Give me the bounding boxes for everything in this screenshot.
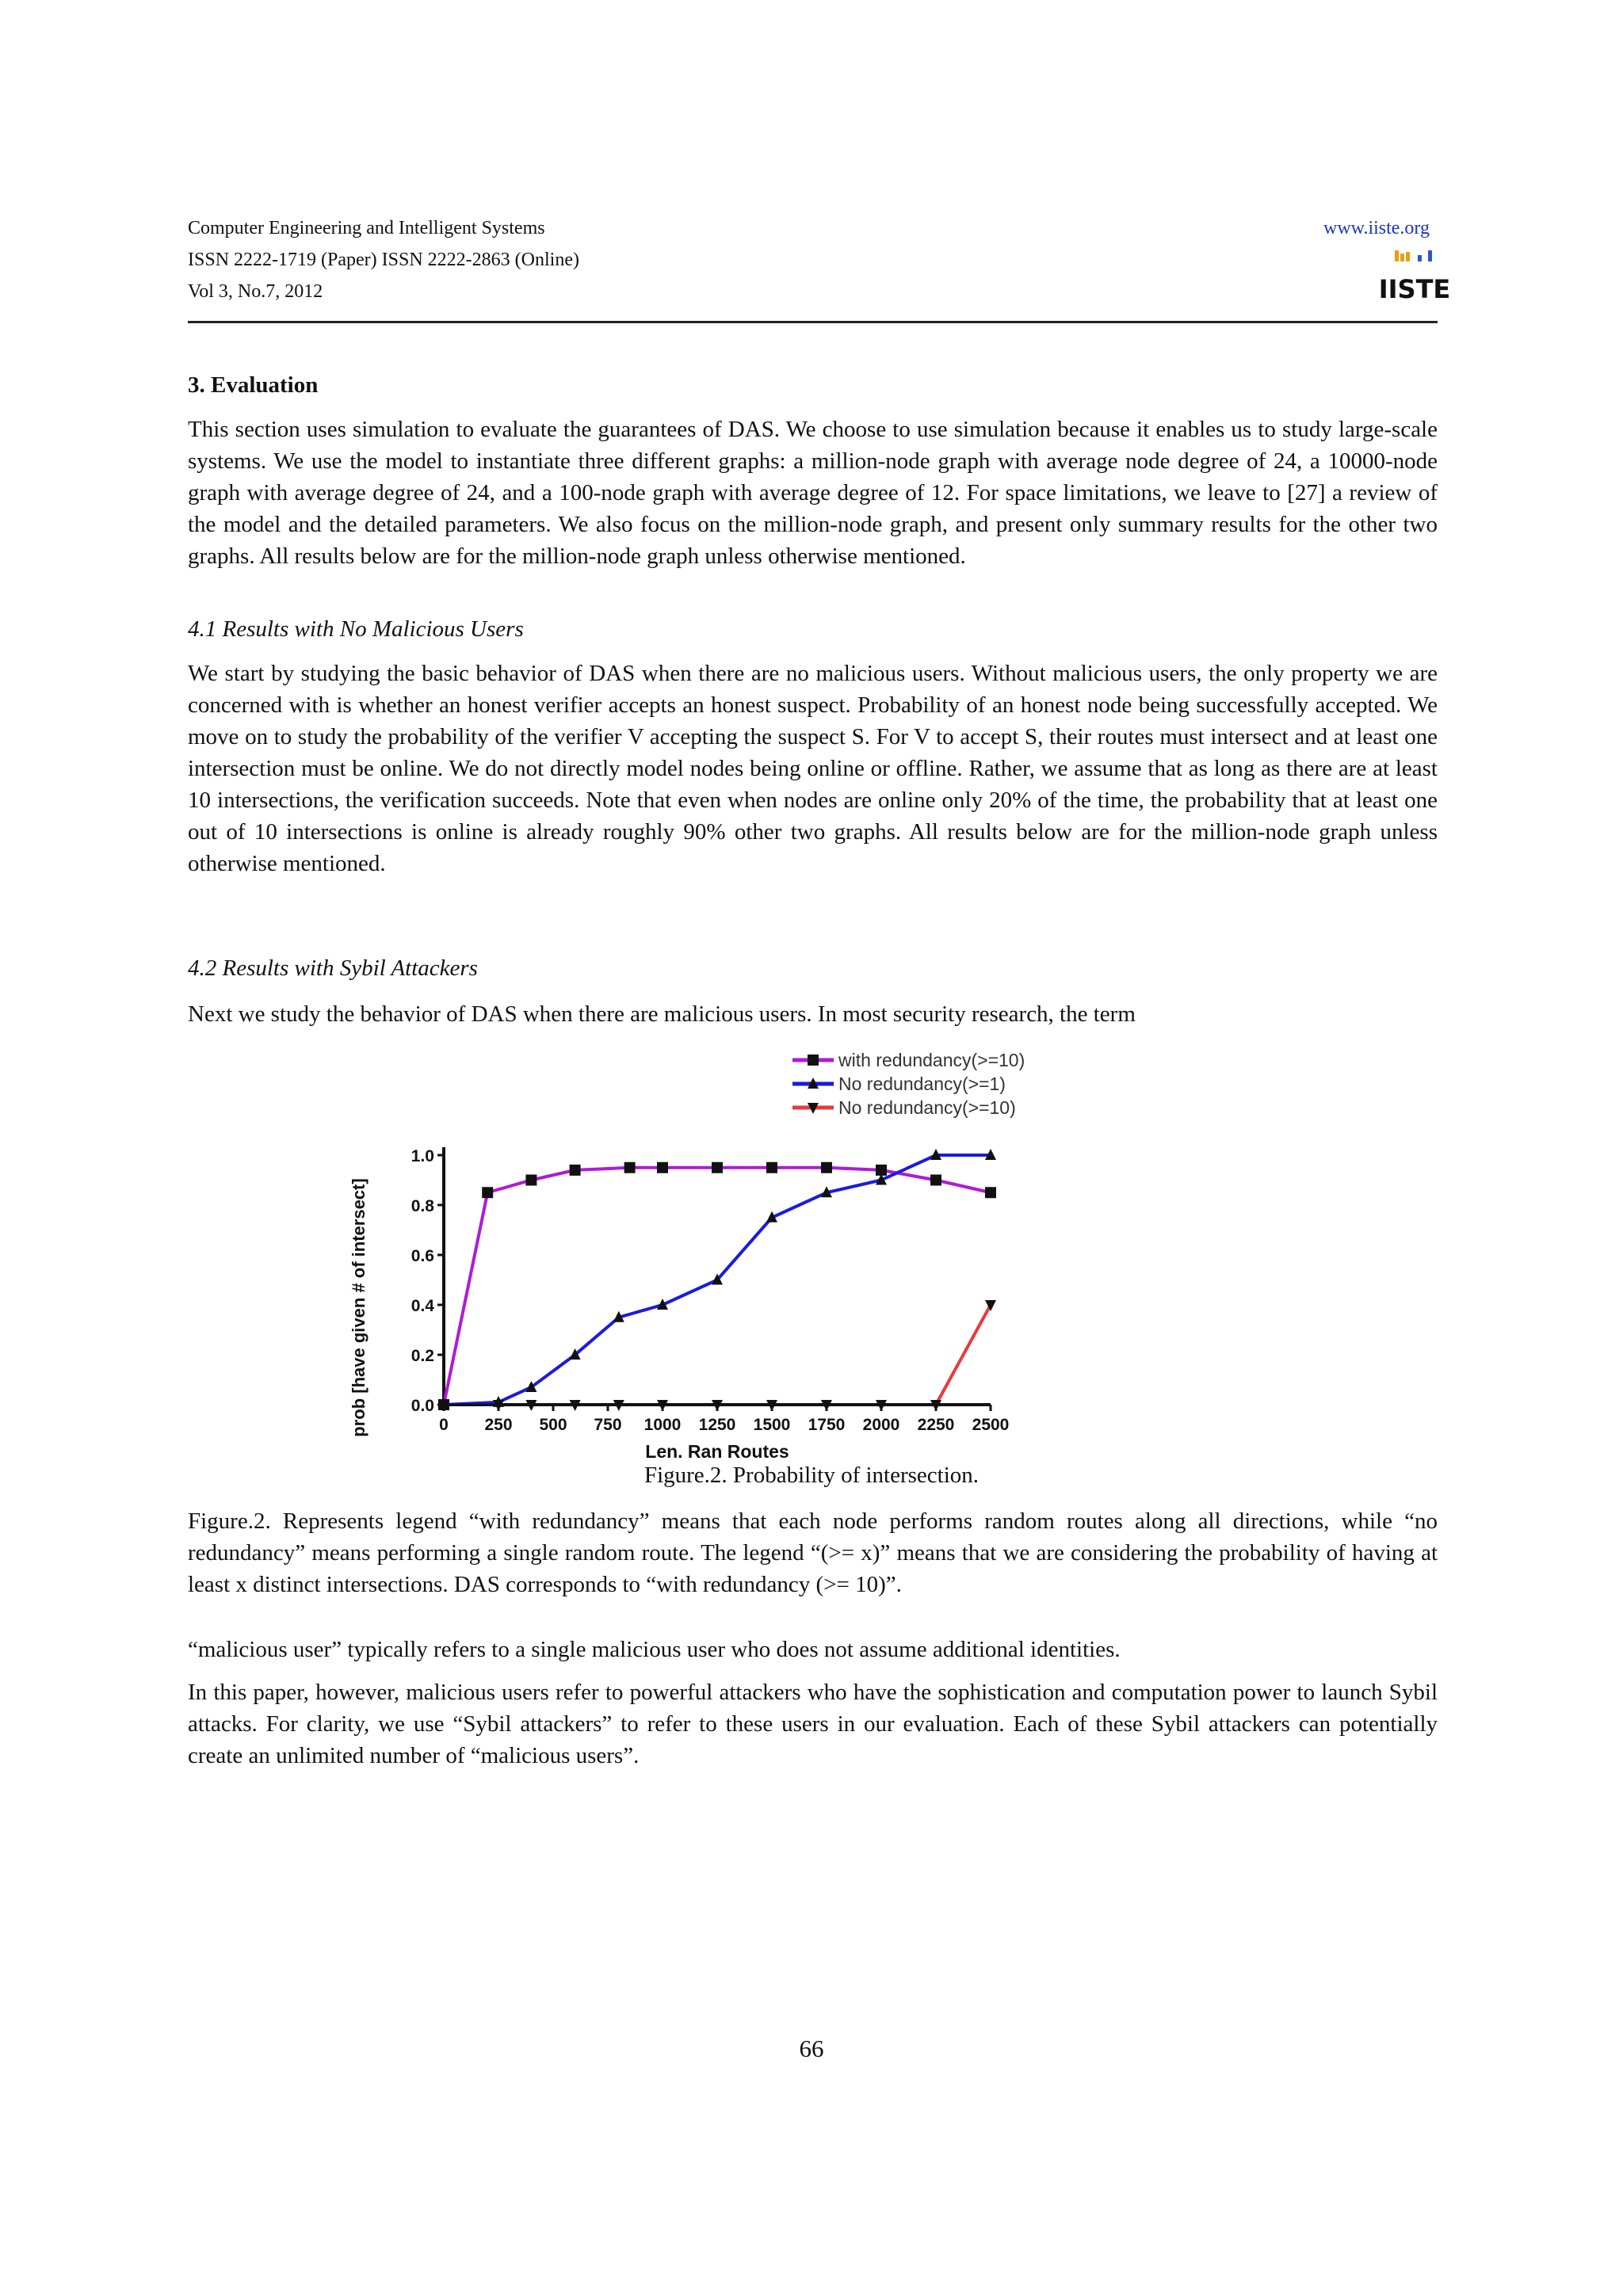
subsection-4-2-paragraph: Next we study the behavior of DAS when there are malicious users. In most security research, the term bbox=[188, 1001, 1136, 1027]
series-2 bbox=[438, 1300, 996, 1411]
x-tick-label: 2250 bbox=[917, 1416, 955, 1434]
x-tick-label: 250 bbox=[484, 1416, 513, 1434]
journal-name: Computer Engineering and Intelligent Systems bbox=[188, 218, 545, 238]
x-axis-label: Len. Ran Routes bbox=[645, 1441, 789, 1462]
page-number: 66 bbox=[799, 2035, 824, 2062]
y-tick-label: 0.0 bbox=[411, 1397, 434, 1415]
page-header bbox=[188, 212, 1451, 307]
header-rule bbox=[188, 321, 1438, 323]
x-tick-label: 2000 bbox=[862, 1416, 900, 1434]
y-tick-label: 0.4 bbox=[411, 1297, 434, 1315]
data-point-square bbox=[808, 1055, 819, 1066]
sybil-paragraph: In this paper, however, malicious users refer to powerful attackers who have the sophistication and computation power to launch Sybil attacks. For clarity, we use “Sybil attackers” to refer to these users in our evaluation. Each of these Sybil attackers can potentially create an unlimited number of “malicious users”. bbox=[188, 1680, 1438, 1768]
series-0 bbox=[438, 1162, 996, 1410]
volume-line: Vol 3, No.7, 2012 bbox=[188, 281, 323, 302]
legend-label: with redundancy(>=10) bbox=[838, 1050, 1025, 1070]
legend-label: No redundancy(>=10) bbox=[838, 1097, 1016, 1118]
subsection-title-4-2: 4.2 Results with Sybil Attackers bbox=[188, 955, 478, 981]
figure-description: Figure.2. Represents legend “with redundancy” means that each node performs random routes along all directions, while “no redundancy” means performing a single random route. The legend “(>= x)” means that we are considering the probability of having at least x distinct intersections. DAS corresponds to “with redundancy (>= 10)”. bbox=[188, 1508, 1438, 1597]
chart-series bbox=[438, 1149, 996, 1411]
data-point-square bbox=[624, 1162, 636, 1173]
data-point-square bbox=[712, 1162, 723, 1173]
series-1 bbox=[438, 1149, 996, 1409]
data-point-square bbox=[482, 1187, 493, 1198]
legend-label: No redundancy(>=1) bbox=[838, 1074, 1006, 1094]
y-tick-label: 0.6 bbox=[411, 1247, 434, 1265]
x-tick-label: 1000 bbox=[643, 1416, 682, 1434]
data-point-square bbox=[930, 1175, 941, 1186]
x-tick-label: 750 bbox=[594, 1416, 622, 1434]
y-axis-label: prob [have given # of intersect] bbox=[349, 1178, 369, 1437]
journal-url-link[interactable]: www.iiste.org bbox=[1323, 218, 1430, 238]
series-line bbox=[444, 1168, 991, 1405]
x-tick-label: 1500 bbox=[753, 1416, 791, 1434]
y-tick-label: 0.2 bbox=[411, 1347, 434, 1365]
x-tick-label: 1250 bbox=[698, 1416, 736, 1434]
x-tick-label: 1750 bbox=[808, 1416, 846, 1434]
x-tick-label: 2500 bbox=[972, 1416, 1010, 1434]
x-tick-label: 500 bbox=[539, 1416, 567, 1434]
y-tick-label: 0.8 bbox=[411, 1197, 434, 1215]
issn-line: ISSN 2222-1719 (Paper) ISSN 2222-2863 (Online) bbox=[188, 250, 579, 270]
intro-paragraph: This section uses simulation to evaluate the guarantees of DAS. We choose to use simulation because it enables us to study large-scale systems. We use the model to instantiate three different graphs: a million-node graph with average node degree of 24, a 10000-node graph with average degree of 24, and a 100-node graph with average degree of 12. For space limitations, we leave to [27] a review of the model and the detailed parameters. We also focus on the million-node graph, and present only summary results for the other two graphs. All results below are for the million-node graph unless otherwise mentioned. bbox=[188, 417, 1438, 569]
x-tick-label: 0 bbox=[439, 1416, 449, 1434]
figure-caption: Figure.2. Probability of intersection. bbox=[643, 1463, 980, 1488]
logo-lettering: IISTE bbox=[1378, 274, 1451, 304]
series-line bbox=[936, 1305, 991, 1405]
chart-legend bbox=[792, 1050, 1025, 1118]
data-point-square bbox=[985, 1187, 996, 1198]
data-point-square bbox=[525, 1175, 537, 1186]
iiste-logo bbox=[1378, 249, 1451, 304]
subsection-title-4-1: 4.1 Results with No Malicious Users bbox=[188, 616, 524, 642]
intersection-chart bbox=[333, 1044, 1109, 1472]
data-point-square bbox=[766, 1162, 777, 1173]
malicious-user-paragraph: “malicious user” typically refers to a single malicious user who does not assume additional identities. bbox=[188, 1637, 1121, 1662]
data-point-square bbox=[821, 1162, 832, 1173]
y-tick-label: 1.0 bbox=[411, 1147, 434, 1165]
intersection-figure bbox=[333, 1044, 1109, 1472]
subsection-4-1-paragraph: We start by studying the basic behavior of DAS when there are no malicious users. Without malicious users, the only property we are concerned with is whether an honest verifier accepts an honest suspect. Probability of an honest node being successfully accepted. We move on to study the probability of the verifier V accepting the suspect S. For V to accept S, their routes must intersect and at least one intersection must be online. We do not directly model nodes being online or offline. Rather, we assume that as long as there are at least 10 intersections, the verification succeeds. Note that even when nodes are online only 20% of the time, the probability that at least one out of 10 intersections is online is already roughly 90% other two graphs. All results below are for the million-node graph unless otherwise mentioned. bbox=[188, 661, 1438, 876]
data-point-square bbox=[570, 1165, 581, 1176]
data-point-square bbox=[657, 1162, 668, 1173]
section-title: 3. Evaluation bbox=[188, 372, 319, 398]
